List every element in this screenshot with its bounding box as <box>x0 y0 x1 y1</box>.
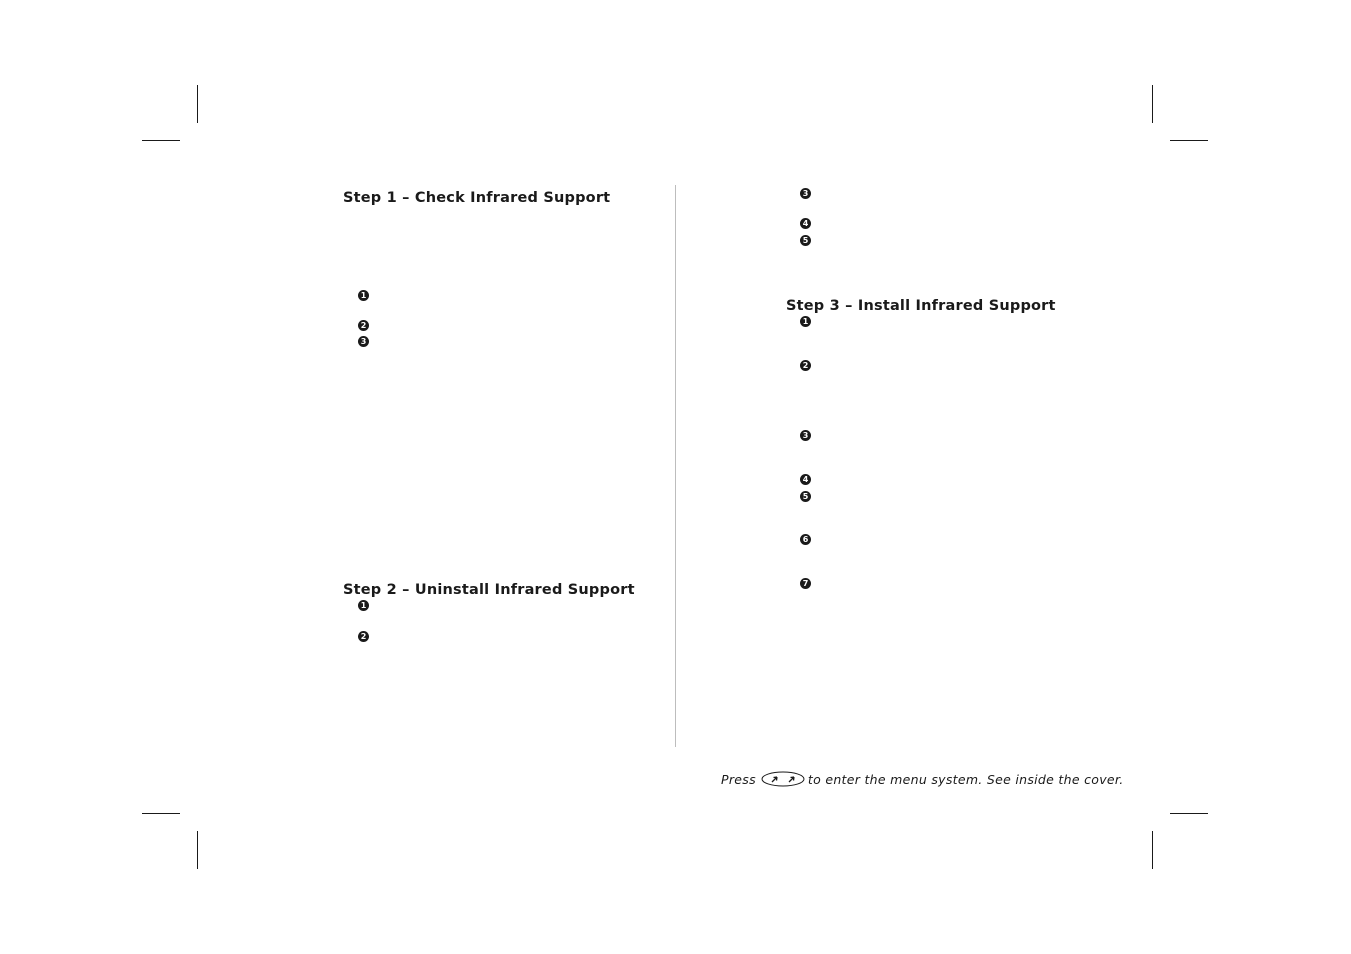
step3-number-4: 4 <box>800 474 811 485</box>
footer-text-after: to enter the menu system. See inside the cover. <box>807 771 1124 787</box>
column-divider <box>675 185 676 747</box>
crop-mark <box>142 140 180 141</box>
step3-number-7: 7 <box>800 578 811 589</box>
step2-number-2: 2 <box>358 631 369 642</box>
step2-heading: Step 2 – Uninstall Infrared Support <box>343 582 635 598</box>
step3-number-2: 2 <box>800 360 811 371</box>
step2-number-5: 5 <box>800 235 811 246</box>
step3-heading: Step 3 – Install Infrared Support <box>786 298 1056 314</box>
step3-number-5: 5 <box>800 491 811 502</box>
step1-number-2: 2 <box>358 320 369 331</box>
footer-text-before: Press <box>721 771 756 787</box>
step2-number-1: 1 <box>358 600 369 611</box>
step3-number-3: 3 <box>800 430 811 441</box>
step3-number-6: 6 <box>800 534 811 545</box>
footer-note <box>721 769 1123 789</box>
step2-number-4: 4 <box>800 218 811 229</box>
crop-mark <box>197 831 198 869</box>
crop-mark <box>1152 85 1153 123</box>
step2-number-3: 3 <box>800 188 811 199</box>
crop-mark <box>197 85 198 123</box>
menu-key-icon <box>761 771 805 787</box>
step1-heading: Step 1 – Check Infrared Support <box>343 190 611 206</box>
step1-number-1: 1 <box>358 290 369 301</box>
crop-mark <box>1170 813 1208 814</box>
crop-mark <box>1152 831 1153 869</box>
step3-number-1: 1 <box>800 316 811 327</box>
crop-mark <box>142 813 180 814</box>
crop-mark <box>1170 140 1208 141</box>
step1-number-3: 3 <box>358 336 369 347</box>
